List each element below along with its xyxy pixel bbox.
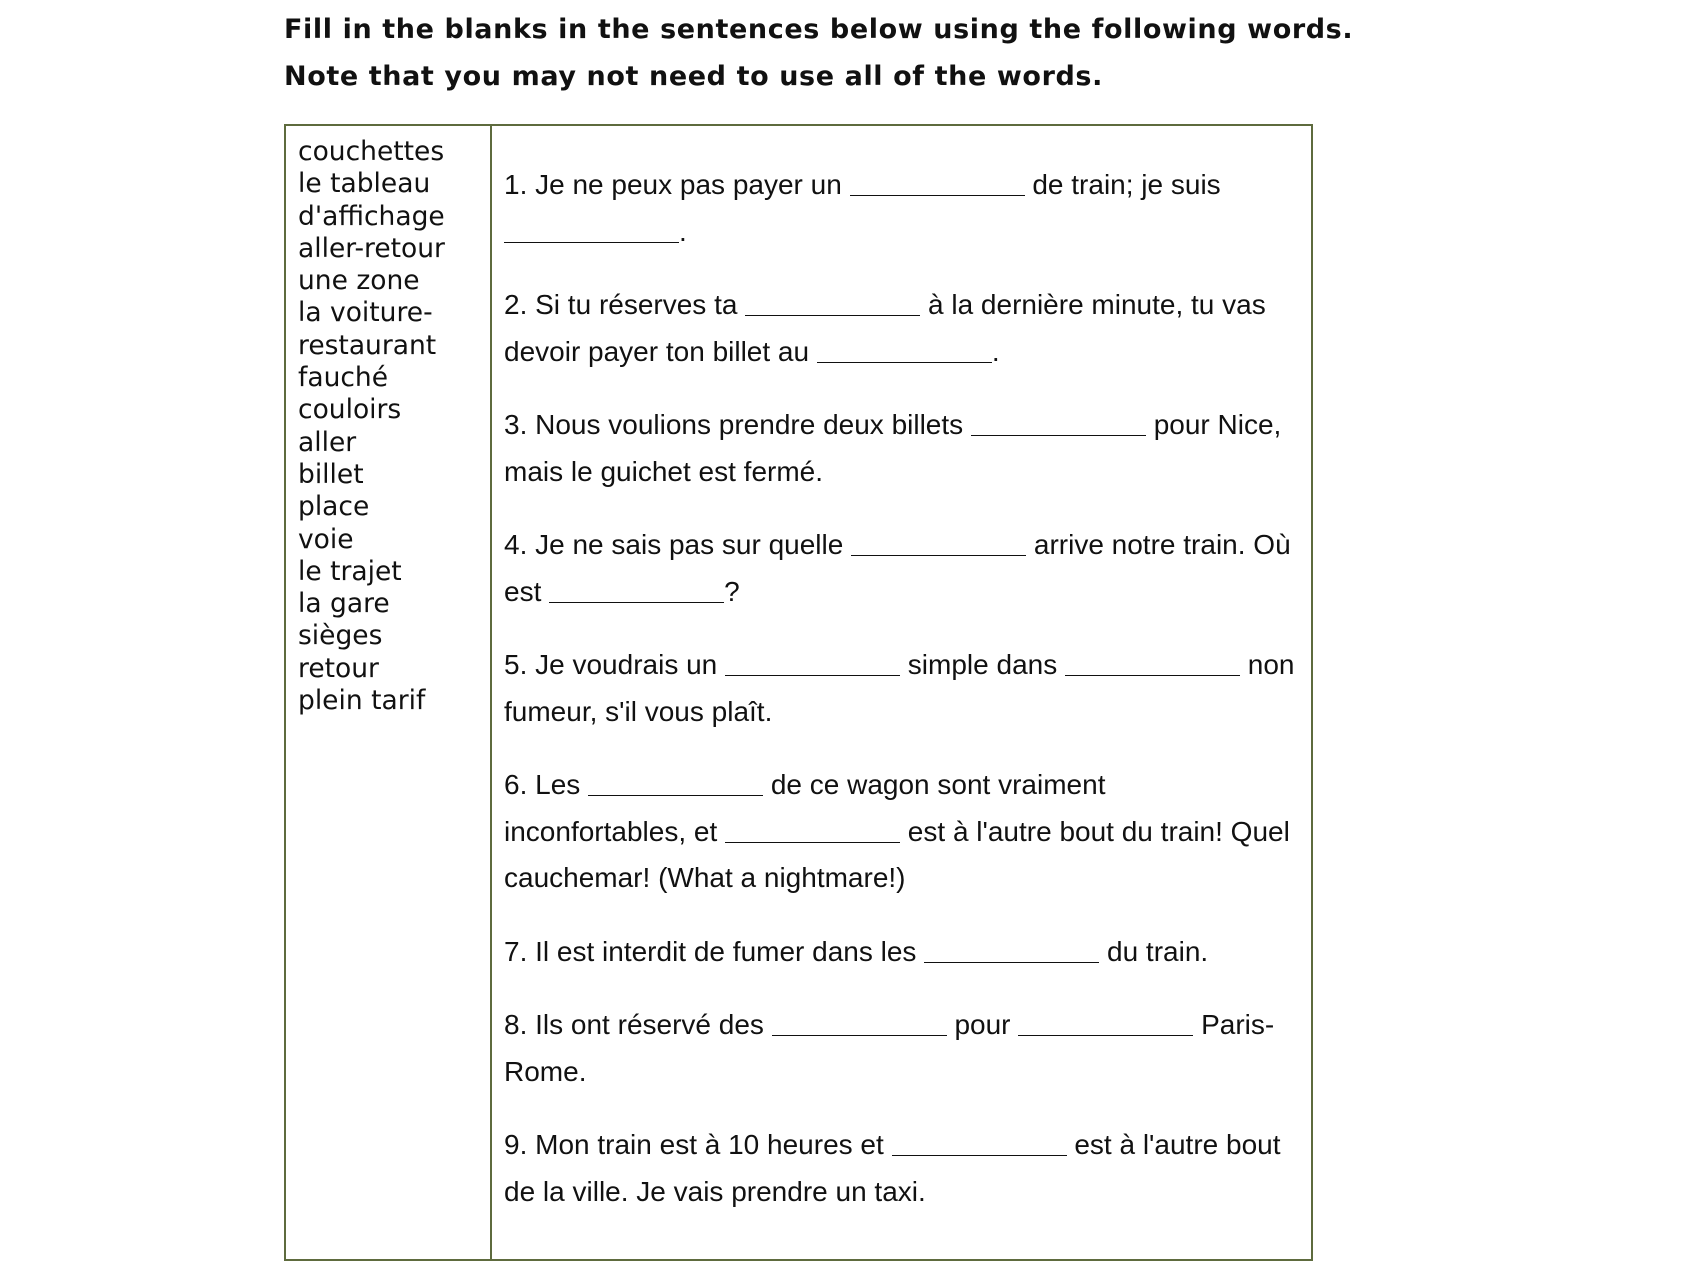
word-bank-item: fauché	[298, 362, 389, 394]
word-bank-item: le tableau	[298, 168, 431, 200]
sentence-6	[504, 762, 1301, 902]
word-bank-item: couloirs	[298, 394, 402, 426]
sentence-text: 5. Je voudrais un	[504, 649, 726, 680]
word-bank-item: d'affichage	[298, 200, 445, 232]
word-bank-item: voie	[298, 523, 354, 555]
instructions	[284, 6, 1384, 100]
sentence-3	[504, 402, 1301, 495]
word-bank-item: sièges	[298, 620, 383, 652]
sentence-text: 3. Nous voulions prendre deux billets	[504, 409, 971, 440]
word-bank-item: la gare	[298, 588, 390, 620]
sentence-text: 9. Mon train est à 10 heures et	[504, 1129, 892, 1160]
word-bank-item: couchettes	[298, 136, 445, 167]
word-bank-item: la voiture-	[298, 297, 433, 329]
sentence-text: 4. Je ne sais pas sur quelle	[504, 529, 852, 560]
sentence-text: 8. Ils ont réservé des	[504, 1009, 772, 1040]
word-bank-item: aller-retour	[298, 232, 445, 264]
blank-field[interactable]	[504, 212, 679, 243]
word-bank-item: le trajet	[298, 555, 402, 587]
sentence-text: 2. Si tu réserves ta	[504, 289, 746, 320]
blank-field[interactable]	[851, 525, 1026, 556]
blank-field[interactable]	[745, 285, 920, 316]
sentence-text: mais le guichet est fermé.	[504, 455, 824, 487]
sentence-text: .	[991, 335, 1000, 367]
word-bank	[286, 126, 492, 1259]
sentence-text: 7. Il est interdit de fumer dans les	[504, 935, 925, 967]
sentence-text: devoir payer ton billet au	[504, 335, 817, 367]
blank-field[interactable]	[850, 165, 1025, 196]
word-bank-item: une zone	[298, 265, 420, 297]
sentence-4	[504, 522, 1301, 615]
sentence-text: de la ville. Je vais prendre un taxi.	[504, 1175, 926, 1207]
exercise-table	[284, 124, 1313, 1261]
blank-field[interactable]	[817, 332, 992, 363]
sentence-text: inconfortables, et	[504, 815, 726, 847]
sentence-list	[492, 126, 1311, 1259]
blank-field[interactable]	[892, 1125, 1067, 1156]
sentence-text: est à l'autre bout du train! Quel	[900, 815, 1290, 847]
sentence-text: cauchemar! (What a nightmare!)	[504, 862, 906, 893]
sentence-text: à la dernière minute, tu vas	[920, 289, 1266, 320]
sentence-text: du train.	[1099, 935, 1209, 967]
sentence-text: fumeur, s'il vous plaît.	[504, 695, 773, 727]
blank-field[interactable]	[772, 1005, 947, 1036]
sentence-text: simple dans	[900, 649, 1065, 680]
sentence-text: de ce wagon sont vraiment	[763, 769, 1106, 800]
instructions-line-2: Note that you may not need to use all of the words.	[284, 61, 1103, 92]
sentence-text: ?	[724, 575, 740, 607]
blank-field[interactable]	[924, 932, 1099, 963]
sentence-text: est	[504, 575, 550, 607]
blank-field[interactable]	[971, 405, 1146, 436]
word-bank-item: place	[298, 491, 370, 523]
blank-field[interactable]	[725, 812, 900, 843]
sentence-text: arrive notre train. Où	[1026, 529, 1291, 560]
sentence-text: Rome.	[504, 1055, 587, 1087]
sentence-text: de train; je suis	[1024, 169, 1221, 200]
sentence-9	[504, 1122, 1301, 1215]
word-bank-item: retour	[298, 652, 379, 684]
sentence-8	[504, 1002, 1301, 1095]
sentence-text: 6. Les	[504, 769, 589, 800]
blank-field[interactable]	[588, 765, 763, 796]
sentence-1	[504, 162, 1301, 255]
word-bank-item: restaurant	[298, 329, 437, 361]
blank-field[interactable]	[1018, 1005, 1193, 1036]
sentence-text: pour	[946, 1009, 1019, 1040]
sentence-text: 1. Je ne peux pas payer un	[504, 169, 850, 200]
sentence-text: Paris-	[1193, 1009, 1275, 1040]
sentence-text: pour Nice,	[1145, 409, 1282, 440]
sentence-5	[504, 642, 1301, 735]
sentence-2	[504, 282, 1301, 375]
sentence-7	[504, 929, 1301, 976]
word-bank-item: billet	[298, 458, 364, 490]
blank-field[interactable]	[725, 645, 900, 676]
blank-field[interactable]	[1065, 645, 1240, 676]
instructions-line-1: Fill in the blanks in the sentences below using the following words.	[284, 14, 1354, 45]
sentence-text: .	[679, 215, 687, 247]
sentence-text: est à l'autre bout	[1066, 1129, 1281, 1160]
sentence-text: non	[1240, 649, 1295, 680]
word-bank-item: aller	[298, 426, 357, 458]
blank-field[interactable]	[549, 572, 724, 603]
word-bank-item: plein tarif	[298, 685, 426, 717]
